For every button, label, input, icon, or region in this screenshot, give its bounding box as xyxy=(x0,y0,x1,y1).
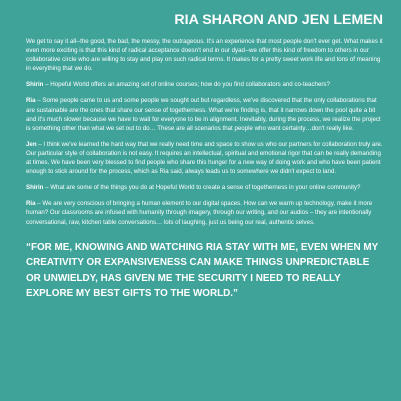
qa-text: Hopeful World offers an amazing set of online courses; how do you find collaborators and co-teachers? xyxy=(50,81,330,89)
qa-paragraph-ria-answer-2: Ria – We are very conscious of bringing a human element to our digital spaces. How can we warm up technology, make it more human? Our classrooms are infused with humanity through imagery, through our writing, and our audios – they are intentionally conversational, raw, kitchen table conversations… lots of laughing, just us being our real, authentic selves. xyxy=(26,200,373,226)
speaker-name: Shirin xyxy=(26,81,44,89)
qa-text: Some people came to us and some people we sought out but regardless, we've discovered that the only collaborations that are sustainable are the ones that share our sense of togetherness. What we're finding is, that it narrows down the pool quite a bit and it's much slower because we have to wait for everyone to be in alignment. Inevitably, during the process, we realize the project is something other than what we set out to do… These are all scenarios that people who want certainty…don't really like. xyxy=(26,97,381,132)
qa-text: I think we've learned the hard way that we really need time and space to show us who our partners for collaboration truly are. Our particular style of collaboration is not easy. It requires an intellectual, spiritual and emotional rigor that can be really demanding at times. We have been very blessed to find people who share this hunger for a new way of doing work and who have been patient enough to stick around for the process, which as Ria said, always leads us to somewhere we didn't expect to land. xyxy=(26,140,383,176)
intro-paragraph: We get to say it all--the good, the bad, the messy, the outrageous. It's an experience that most people don't ever get. What makes it even more exciting is that this kind of radical acceptance doesn't end in our dyad--we offer this kind of freedom to others in our collaborative circle who are willing to stay and play on such radical terms. It makes for a pretty sweet work life and tons of meaning in everything that we do. xyxy=(26,38,383,73)
page-title: RIA SHARON AND JEN LEMEN xyxy=(174,12,383,28)
qa-paragraph-shirin-question-2: Shirin – What are some of the things you do at Hopeful World to create a sense of togetherness in your online community? xyxy=(26,184,361,192)
qa-paragraph-shirin-question-1: Shirin – Hopeful World offers an amazing set of online courses; how do you find collaborators and co-teachers? xyxy=(26,81,330,89)
qa-paragraph-jen-answer-1: Jen – I think we've learned the hard way that we really need time and space to show us who our partners for collaboration truly are. Our particular style of collaboration is not easy. It requires an intellectual, spiritual and emotional rigor that can be really demanding at times. We have been very blessed to find people who share this hunger for a new way of doing work and who have been patient enough to stick around for the process, which as Ria said, always leads us to somewhere we didn't expect to land. xyxy=(26,140,383,176)
speaker-name: Ria xyxy=(26,200,36,208)
qa-paragraph-ria-answer-1: Ria – Some people came to us and some people we sought out but regardless, we've discovered that the only collaborations that are sustainable are the ones that share our sense of togetherness. What we're finding is, that it narrows down the pool quite a bit and it's much slower because we have to wait for everyone to be in alignment. Inevitably, during the process, we realize the project is something other than what we set out to do… These are all scenarios that people who want certainty…don't really like. xyxy=(26,97,381,132)
speaker-name: Shirin xyxy=(26,184,44,192)
speaker-name: Ria xyxy=(26,97,36,105)
qa-text: What are some of the things you do at Hopeful World to create a sense of togetherness in your online community? xyxy=(50,184,361,192)
speaker-name: Jen xyxy=(26,140,37,148)
qa-text: We are very conscious of bringing a human element to our digital spaces. How can we warm up technology, make it more human? Our classrooms are infused with humanity through imagery, through our writing, and our audios – they are intentionally conversational, raw, kitchen table conversations… lots of laughing, just us being our real, authentic selves. xyxy=(26,200,373,226)
pull-quote: “FOR ME, KNOWING AND WATCHING RIA STAY WITH ME, EVEN WHEN MY CREATIVITY OR EXPANSIVENESS CAN MAKE THINGS UNPREDICTABLE OR UNWIELDY, HAS GIVEN ME THE SECURITY I NEED TO REALLY EXPLORE MY BEST GIFTS TO THE WORLD.” xyxy=(26,241,379,300)
